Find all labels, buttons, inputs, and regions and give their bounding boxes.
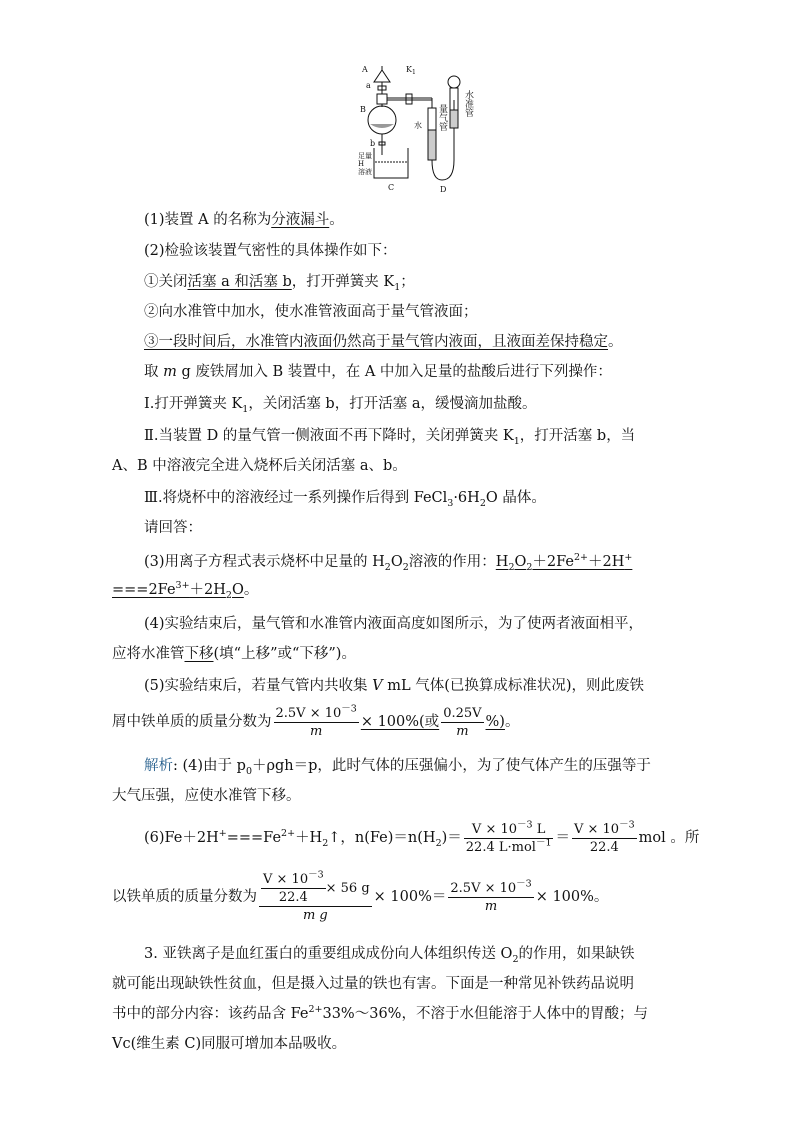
- label-beaker-2: H: [358, 160, 365, 168]
- label-water-tube: 水准管: [463, 90, 473, 117]
- q4-answer: 下移: [184, 646, 214, 662]
- analysis-label: 解析: [144, 758, 173, 774]
- q2-step3: ③一段时间后，水准管内液面仍然高于量气管内液面，且液面差保持稳定。: [144, 334, 623, 350]
- analysis-line1: 解析: (4)由于 $p_0+\rho gh=p$，此时气体的压强偏小，为了使气体产生的压强等于: [144, 758, 651, 777]
- q1-answer: 分液漏斗: [271, 212, 330, 228]
- label-gas-tube: 量气管: [437, 104, 447, 131]
- q6-fraction-2: $\frac{V \times 10^{-3}}{22.4}$: [573, 819, 635, 855]
- label-beaker-3: 溶液: [358, 168, 372, 176]
- label-a: a: [366, 81, 371, 90]
- q2-heading: (2)检验该装置气密性的具体操作如下：: [144, 243, 397, 259]
- q2-step1: ①关闭活塞 a 和活塞 b，打开弹簧夹 $K_1$；: [144, 274, 415, 293]
- step-2a: Ⅱ.当装置 D 的量气管一侧液面不再下降时，关闭弹簧夹 $K_1$，打开活塞 b，当: [144, 428, 636, 447]
- apparatus-figure: [360, 60, 480, 195]
- step-3: Ⅲ.将烧杯中的溶液经过一系列操作后得到 $FeCl_3\cdot 6H_2O$ 晶体。: [144, 490, 546, 509]
- label-b: b: [370, 139, 376, 148]
- q6-line1: $(6)Fe+2H^+===Fe^{2+}+H_2↑$，$n(Fe)=n(H_2)=$ $\frac{V \times 10^{-3} L}{22.4 L\cdot mol^{-1}}$ ＝ $\frac{V \times 10^{-3}}{22.4}$ mol 。所: [144, 819, 700, 855]
- analysis-line2: 大气压强，应使水准管下移。: [112, 788, 301, 804]
- q3-answer-part1: $H_2O_2+2Fe^{2+}+2H^+$: [495, 552, 633, 573]
- p3-line3: 书中的部分内容：该药品含 $Fe^{2+}33\%\sim 36\%$，不溶于水但能溶于人体中的胃酸；与: [112, 1004, 648, 1022]
- q5-line1: (5)实验结束后，若量气管内共收集 V mL 气体(已换算成标准状况)，则此废铁: [144, 678, 645, 694]
- q4-line1: (4)实验结束后，量气管和水准管内液面高度如图所示，为了使两者液面相平，: [144, 616, 644, 632]
- q5-fraction-2: $\frac{0.25V}{m}$: [443, 705, 482, 739]
- q1-line: (1)装置 A 的名称为分液漏斗。: [144, 212, 344, 228]
- step-2b: A、B 中溶液完全进入烧杯后关闭活塞 a、b。: [112, 458, 407, 474]
- procedure-intro: 取 m g 废铁屑加入 B 装置中，在 A 中加入足量的盐酸后进行下列操作：: [144, 364, 612, 380]
- q2-step3-answer: ③一段时间后，水准管内液面仍然高于量气管内液面，且液面差保持稳定: [144, 334, 608, 350]
- q5-line2: 屑中铁单质的质量分数为 $\frac{2.5V \times 10^{-3}}{m}$ × 100%(或 $\frac{0.25V}{m}$ %)。: [112, 703, 520, 739]
- q6-line2: 以铁单质的质量分数为 $\frac{V \times 10^{-3}}{22.4}$ × 56 g m g × 100%＝ $\frac{2.5V \times 10^{-3}}{m}$ × 100%。: [112, 869, 609, 923]
- p3-line1: 3. 亚铁离子是血红蛋白的重要组成成份向人体组织传送 $O_2$的作用，如果缺铁: [144, 946, 635, 965]
- label-D: D: [440, 185, 447, 194]
- q3-line2: $===2Fe^{3+}+2H_2O$。: [112, 580, 259, 601]
- label-C: C: [388, 183, 395, 192]
- step-1: Ⅰ.打开弹簧夹 $K_1$，关闭活塞 b，打开活塞 a，缓慢滴加盐酸。: [144, 396, 537, 415]
- label-A: A: [362, 65, 368, 74]
- label-B: B: [360, 105, 366, 114]
- q6-compound-fraction: $\frac{V \times 10^{-3}}{22.4}$ × 56 g m g: [259, 871, 372, 924]
- label-K1: $K_1$: [406, 65, 416, 76]
- q6-fraction-3: $\frac{2.5V \times 10^{-3}}{m}$: [450, 878, 532, 914]
- p3-line2: 就可能出现缺铁性贫血，但是摄入过量的铁也有害。下面是一种常见补铁药品说明: [112, 976, 634, 992]
- q4-line2: 应将水准管下移(填“上移”或“下移”)。: [112, 646, 356, 662]
- p3-line4: Vc(维生素 C)同服可增加本品吸收。: [112, 1036, 347, 1052]
- ask-line: 请回答：: [144, 520, 202, 536]
- q5-fraction-1: $\frac{2.5V \times 10^{-3}}{m}$: [275, 703, 357, 739]
- label-water: 水: [414, 121, 422, 130]
- q3-line1: (3)用离子方程式表示烧杯中足量的 $H_2O_2$溶液的作用：$H_2O_2+2Fe^{2+}+2H^+$: [144, 552, 633, 573]
- q2-step1-answer: 活塞 a 和活塞 b: [187, 274, 292, 290]
- q6-fraction-1: $\frac{V \times 10^{-3} L}{22.4 L\cdot mol^{-1}}$: [465, 819, 552, 855]
- q2-step2: ②向水准管中加水，使水准管液面高于量气管液面；: [144, 304, 478, 320]
- label-beaker-1: 足量: [358, 152, 372, 160]
- q3-answer-part2: $===2Fe^{3+}+2H_2O$: [112, 580, 244, 601]
